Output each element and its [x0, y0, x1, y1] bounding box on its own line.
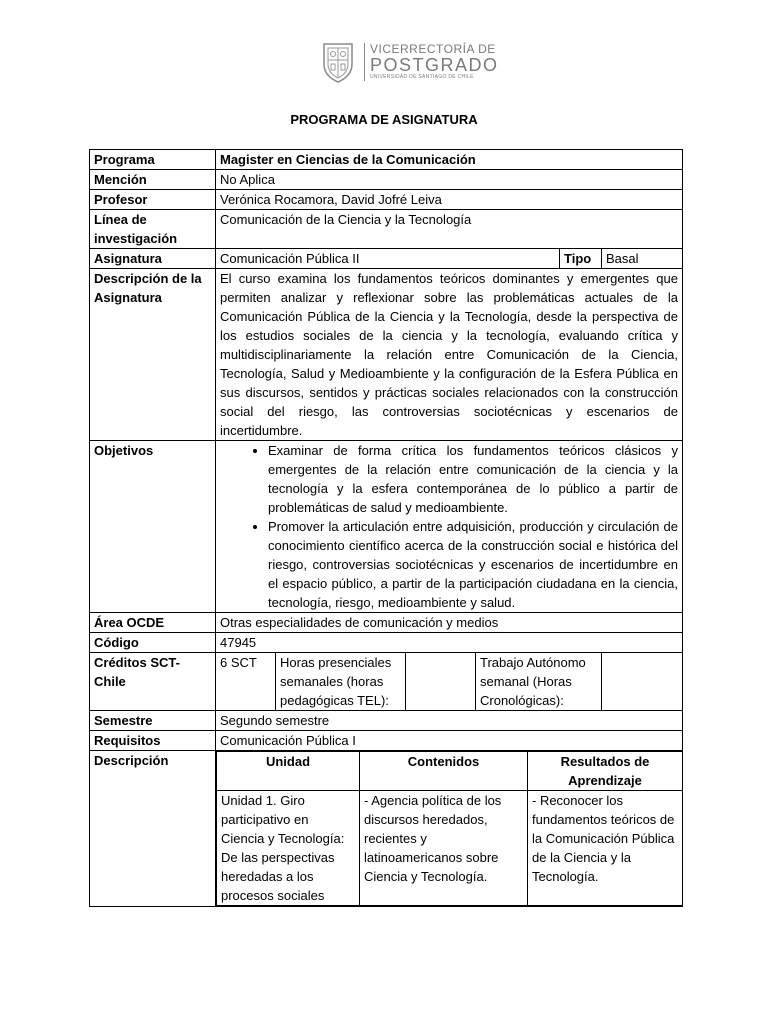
requisitos-value: Comunicación Pública I — [216, 731, 683, 751]
asignatura-label: Asignatura — [90, 249, 216, 269]
logo-text — [370, 42, 500, 80]
objetivos-list — [220, 441, 678, 612]
unidad-header: Unidad — [217, 752, 360, 791]
descripcion-asignatura-value: El curso examina los fundamentos teóricos dominantes y emergentes que permiten analizar y reflexionar sobre las problemáticas actuales de la Comunicación Pública de la Ciencia y la Tecnología, desde la perspectiva de los estudios sociales de la ciencia y la tecnología, evaluando crítica y multidisciplinariamente la relación entre Comunicación de la Ciencia, Tecnología, Salud y Medioambiente y la configuración de la Esfera Pública en sus discursos, sentidos y prácticas sociales relacionados con la construcción social del riesgo, las controversias sociotécnicas y escenarios de incertidumbre. — [216, 269, 683, 441]
trabajo-label: Trabajo Autónomo semanal (Horas Cronológicas): — [476, 653, 602, 711]
area-label: Área OCDE — [90, 613, 216, 633]
unidad-cell: Unidad 1. Giro participativo en Ciencia y Tecnología: De las perspectivas heredadas a los procesos sociales — [217, 791, 360, 906]
codigo-value: 47945 — [216, 633, 683, 653]
programa-value: Magister en Ciencias de la Comunicación — [216, 150, 683, 170]
descripcion-units — [216, 751, 683, 907]
profesor-value: Verónica Rocamora, David Jofré Leiva — [216, 190, 683, 210]
profesor-label: Profesor — [90, 190, 216, 210]
linea-label: Línea de investigación — [90, 210, 216, 249]
table-row — [90, 751, 683, 907]
trabajo-value — [602, 653, 683, 711]
university-logo — [318, 40, 499, 86]
list-item: • Examinar de forma crítica los fundamentos teóricos clásicos y emergentes de la relación entre comunicación de la ciencia y la tecnología y la esfera contemporánea de lo público a partir de problemáticas de salud y medioambiente. — [268, 441, 678, 517]
programa-label: Programa — [90, 150, 216, 170]
table-row — [90, 711, 683, 731]
asignatura-value: Comunicación Pública II — [216, 249, 560, 269]
table-row — [90, 249, 683, 269]
logo-line-3: UNIVERSIDAD DE SANTIAGO DE CHILE — [370, 74, 474, 80]
table-row — [90, 170, 683, 190]
linea-value: Comunicación de la Ciencia y la Tecnología — [216, 210, 683, 249]
logo-divider — [364, 43, 365, 81]
table-row — [90, 653, 683, 711]
horas-value — [406, 653, 476, 711]
mencion-label: Mención — [90, 170, 216, 190]
semestre-value: Segundo semestre — [216, 711, 683, 731]
university-crest-icon — [318, 40, 358, 84]
descripcion-asignatura-label: Descripción de la Asignatura — [90, 269, 216, 441]
table-row — [90, 731, 683, 751]
semestre-label: Semestre — [90, 711, 216, 731]
table-row — [90, 613, 683, 633]
codigo-label: Código — [90, 633, 216, 653]
area-value: Otras especialidades de comunicación y medios — [216, 613, 683, 633]
page-title: PROGRAMA DE ASIGNATURA — [290, 112, 478, 127]
mencion-value: No Aplica — [216, 170, 683, 190]
tipo-label: Tipo — [560, 249, 602, 269]
table-row — [90, 210, 683, 249]
list-item: • Promover la articulación entre adquisición, producción y circulación de conocimiento científico acerca de la construcción social e histórica del riesgo, controversias sociotécnicas y escenarios de incertidumbre en el espacio público, a partir de la participación ciudadana en la ciencia, tecnología, riesgo, medioambiente y salud. — [268, 517, 678, 612]
contenidos-header: Contenidos — [360, 752, 528, 791]
requisitos-label: Requisitos — [90, 731, 216, 751]
units-table — [216, 751, 683, 906]
contenidos-cell: - Agencia política de los discursos heredados, recientes y latinoamericanos sobre Ciencia y Tecnología. — [360, 791, 528, 906]
table-row — [90, 150, 683, 170]
descripcion-label: Descripción — [90, 751, 216, 907]
table-row — [90, 269, 683, 441]
table-row — [217, 752, 683, 791]
creditos-value: 6 SCT — [216, 653, 276, 711]
table-row — [90, 633, 683, 653]
table-row — [217, 791, 683, 906]
objetivos-label: Objetivos — [90, 441, 216, 613]
creditos-label: Créditos SCT-Chile — [90, 653, 216, 711]
logo-line-2: POSTGRADO — [370, 55, 499, 75]
tipo-value: Basal — [602, 249, 683, 269]
objetivos-value — [216, 441, 683, 613]
resultados-cell: - Reconocer los fundamentos teóricos de la Comunicación Pública de la Ciencia y la Tecnología. — [528, 791, 683, 906]
program-table — [89, 149, 683, 907]
logo-line-1: VICERRECTORÍA DE — [370, 42, 496, 56]
table-row — [90, 441, 683, 613]
resultados-header: Resultados de Aprendizaje — [528, 752, 683, 791]
table-row — [90, 190, 683, 210]
horas-label: Horas presenciales semanales (horas pedagógicas TEL): — [276, 653, 406, 711]
